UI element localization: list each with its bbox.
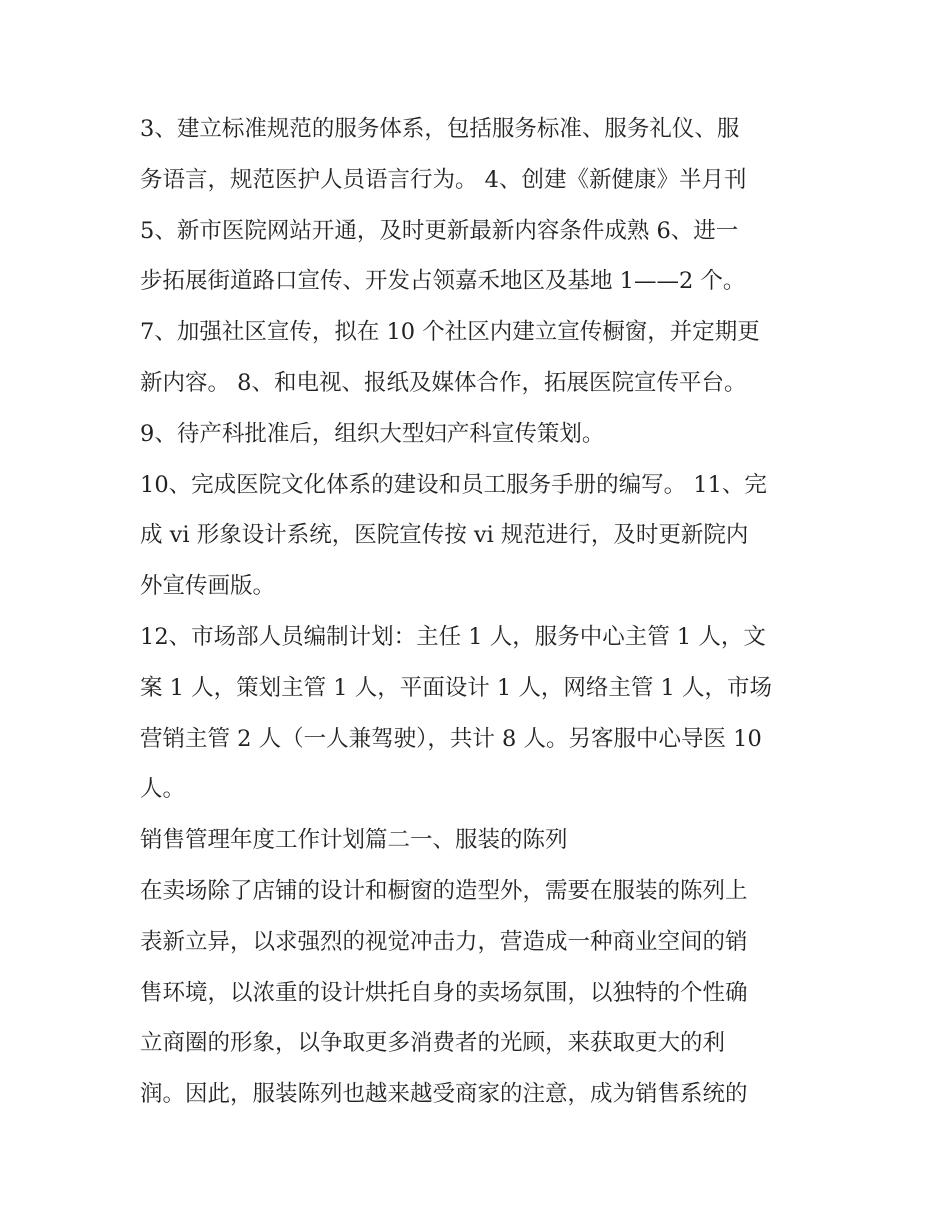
text-line: 在卖场除了店铺的设计和橱窗的造型外，需要在服装的陈列上 xyxy=(140,877,748,904)
text-line: 售环境，以浓重的设计烘托自身的卖场氛围，以独特的个性确 xyxy=(140,979,748,1006)
text-line: 步拓展街道路口宣传、开发占领嘉禾地区及基地 1——2 个。 xyxy=(140,268,746,295)
text-line: 5、新市医院网站开通，及时更新最新内容条件成熟 6、进一 xyxy=(140,217,739,244)
text-line: 12、市场部人员编制计划：主任 1 人，服务中心主管 1 人，文 xyxy=(140,623,766,650)
text-line: 9、待产科批准后，组织大型妇产科宣传策划。 xyxy=(140,420,605,447)
text-line: 润。因此，服装陈列也越来越受商家的注意，成为销售系统的 xyxy=(140,1081,748,1108)
text-line: 表新立异，以求强烈的视觉冲击力，营造成一种商业空间的销 xyxy=(140,928,748,955)
text-line: 3、建立标准规范的服务体系，包括服务标准、服务礼仪、服 xyxy=(140,116,740,142)
text-line: 成 vi 形象设计系统，医院宣传按 vi 规范进行，及时更新院内 xyxy=(140,522,749,549)
text-line: 外宣传画版。 xyxy=(140,573,276,600)
text-line: 务语言，规范医护人员语言行为。 4、创建《新健康》半月刊 xyxy=(140,166,747,193)
text-line: 人。 xyxy=(140,776,186,803)
text-line: 新内容。 8、和电视、报纸及媒体合作，拓展医院宣传平台。 xyxy=(140,369,747,396)
text-line: 立商圈的形象，以争取更多消费者的光顾，来获取更大的利 xyxy=(140,1030,726,1057)
text-line: 7、加强社区宣传，拟在 10 个社区内建立宣传橱窗，并定期更 xyxy=(140,319,760,346)
text-line: 营销主管 2 人（一人兼驾驶），共计 8 人。另客服中心导医 10 xyxy=(140,725,762,752)
text-line: 案 1 人，策划主管 1 人，平面设计 1 人，网络主管 1 人，市场 xyxy=(140,674,772,701)
section-heading: 销售管理年度工作计划篇二一、服装的陈列 xyxy=(140,827,568,854)
text-line: 10、完成医院文化体系的建设和员工服务手册的编写。 11、完 xyxy=(140,471,767,498)
document-body xyxy=(140,104,820,1120)
